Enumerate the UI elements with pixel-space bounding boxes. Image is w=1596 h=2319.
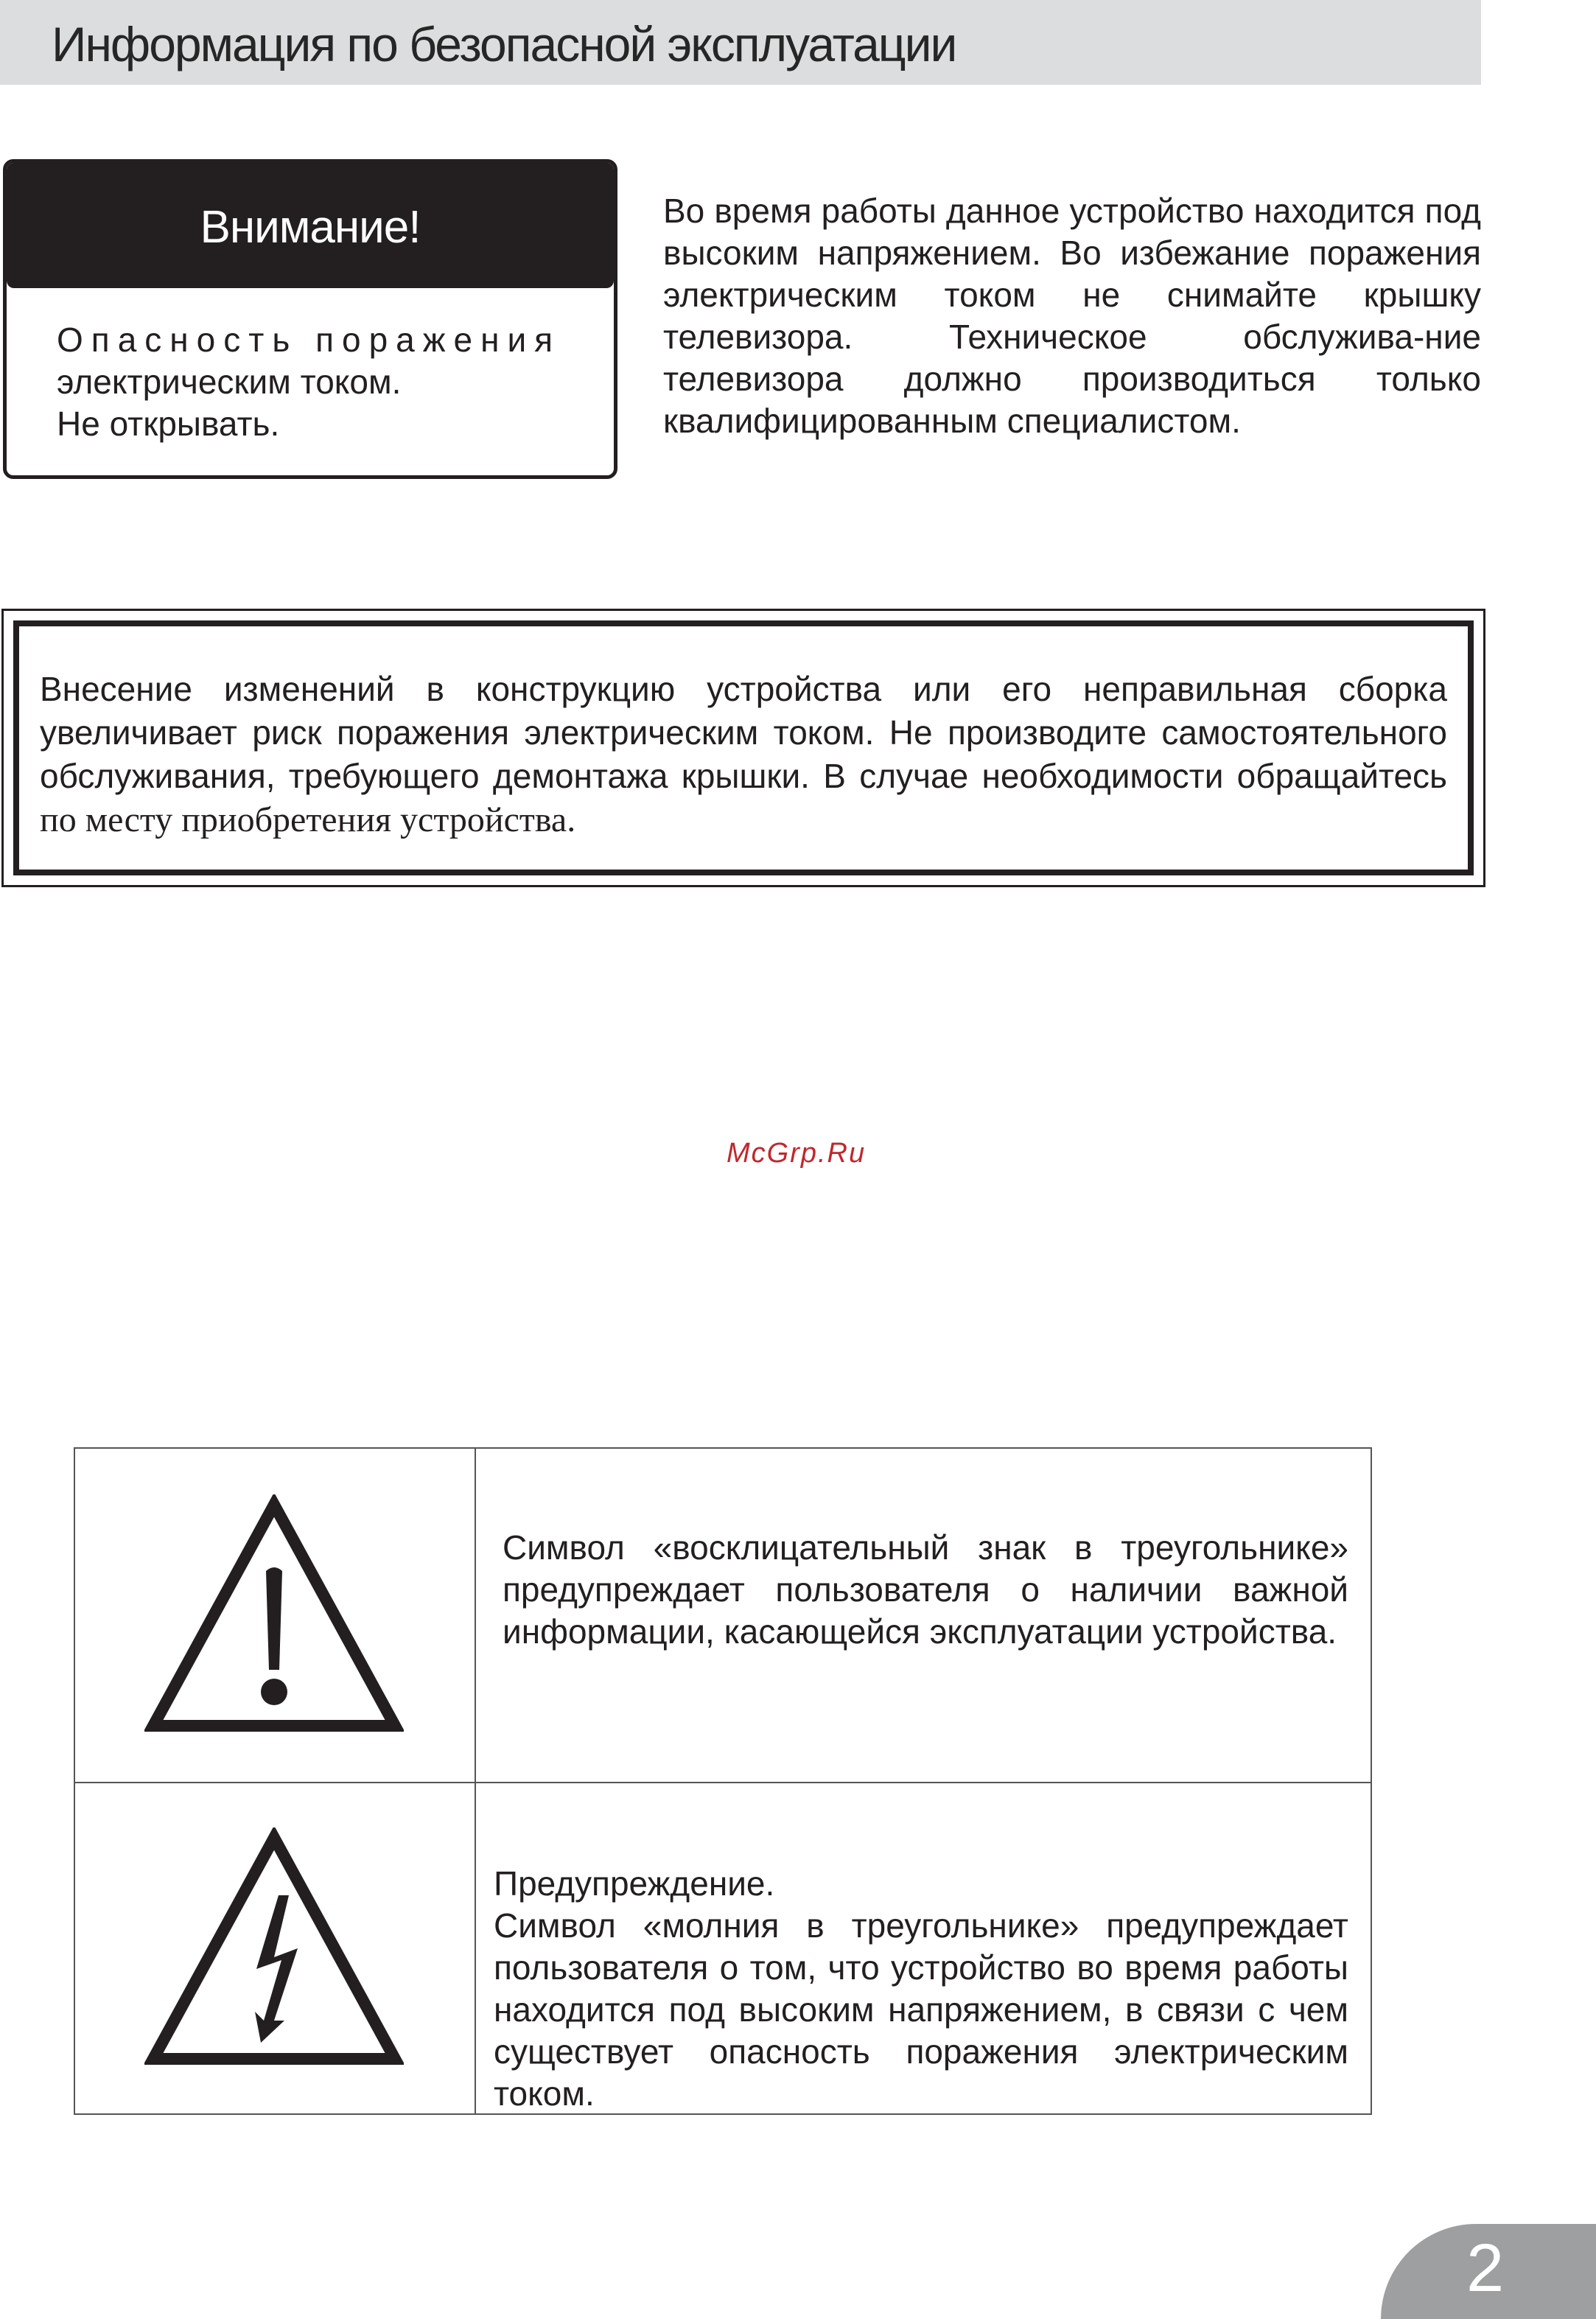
warning-text-tail: по месту приобретения устройства. (40, 800, 576, 839)
symbol-1-text: Символ «восклицательный знак в треугольнике» предупреждает пользователя о наличии важной информации, касающейся эксплуатации устройства. (503, 1528, 1348, 1651)
symbol-2-description (494, 1863, 1348, 2115)
attention-header (7, 163, 614, 288)
attention-title: Внимание! (200, 202, 421, 253)
table-divider-horizontal (75, 1782, 1371, 1783)
warning-text (40, 668, 1447, 842)
page-number: 2 (1466, 2231, 1505, 2306)
warning-text-main: Внесение изменений в конструкцию устройства или его неправильная сборка увеличивает риск поражения электрическим током. Не производите самостоятельного обслуживания, требующего демонтажа крышки. В случае необходимости обращайтесь (40, 670, 1447, 795)
warning-box-inner (13, 620, 1474, 875)
attention-text (57, 319, 602, 445)
warning-box (1, 609, 1485, 887)
attention-line-2: электрическим током. (57, 363, 402, 401)
attention-line-3: Не открывать. (57, 405, 280, 443)
intro-paragraph: Во время работы данное устройство находится под высоким напряжением. Во избежание поражения электрическим током не снимайте крышку телевизора. Техническое обслужива-ние телевизора должно производиться только квалифицированным специалистом. (663, 192, 1481, 440)
attention-box (3, 159, 617, 479)
symbol-1-description (503, 1527, 1348, 1653)
exclamation-triangle-icon (144, 1494, 404, 1738)
header-bar (0, 0, 1481, 85)
symbol-2-heading: Предупреждение. (494, 1864, 775, 1903)
page-title: Информация по безопасной эксплуатации (52, 17, 956, 71)
symbol-2-text: Символ «молния в треугольнике» предупреждает пользователя о том, что устройство во время работы находится под высоким напряжением, в связи с чем существует опасность поражения электрическим током. (494, 1906, 1348, 2113)
attention-line-1: Опасность поражения (57, 321, 561, 359)
table-divider-vertical (475, 1449, 476, 2113)
symbols-table (74, 1447, 1372, 2115)
watermark: McGrp.Ru (727, 1138, 867, 1169)
lightning-triangle-icon (144, 1827, 404, 2071)
